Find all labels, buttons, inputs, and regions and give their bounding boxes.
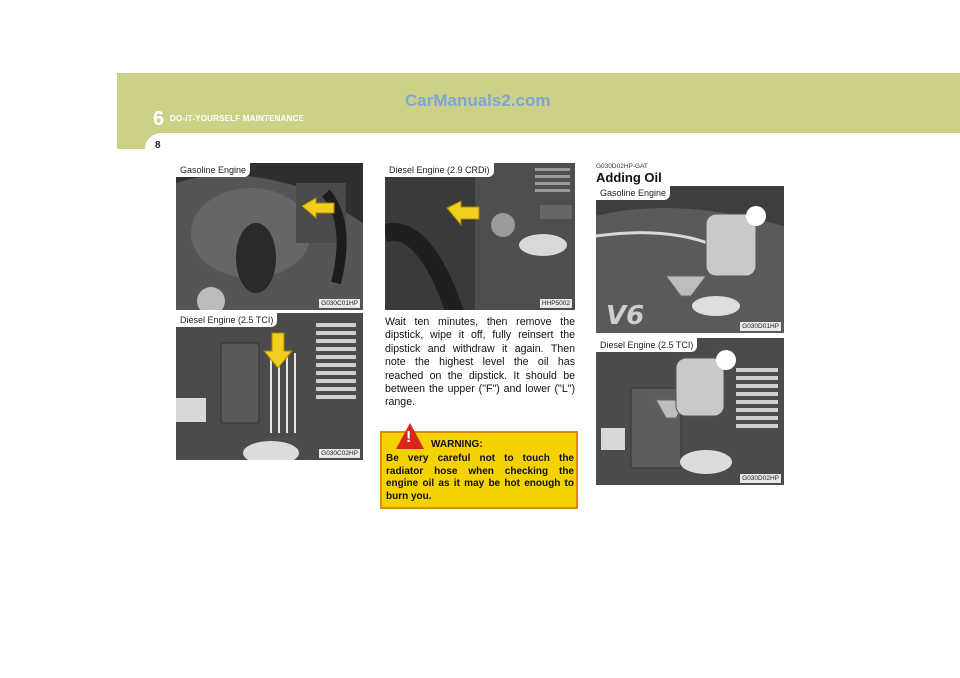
chapter-title: DO-IT-YOURSELF MAINTENANCE xyxy=(170,114,305,123)
dipstick-instructions: Wait ten minutes, then remove the dipstick, wipe it off, fully reinsert the dipstick and withdraw it again. Then note the highest level the oil has reached on the dipstick. It should be between the upper ("F") and lower ("L") range. xyxy=(385,316,575,409)
section-code: G030D02HP-GAT xyxy=(596,163,648,170)
figure-code: G030D02HP xyxy=(742,475,779,482)
warning-box xyxy=(380,431,578,509)
header-curve xyxy=(145,133,960,149)
watermark-link[interactable]: CarManuals2.com xyxy=(405,91,551,110)
engine-illustration xyxy=(596,186,784,333)
figure-code: G030C02HP xyxy=(321,450,358,457)
warning-title: WARNING: xyxy=(431,439,483,450)
engine-illustration xyxy=(176,313,363,460)
figure-label: Gasoline Engine xyxy=(176,163,250,177)
figure-label: Diesel Engine (2.5 TCI) xyxy=(596,338,697,352)
warning-text: Be very careful not to touch the radiator hose when checking the engine oil as it may be hot enough to burn you. xyxy=(386,453,574,502)
figure-code: G030D01HP xyxy=(742,323,779,330)
exclamation-icon: ! xyxy=(406,429,412,446)
photo-diesel-29-check xyxy=(385,163,575,310)
photo-diesel-25-check xyxy=(176,313,363,460)
figure-code: G030C01HP xyxy=(321,300,358,307)
engine-illustration xyxy=(596,338,784,485)
photo-gasoline-add-oil xyxy=(596,186,784,333)
chapter-number: 6 xyxy=(153,108,165,130)
photo-gasoline-engine-check xyxy=(176,163,363,310)
photo-diesel-25-add-oil xyxy=(596,338,784,485)
section-title: Adding Oil xyxy=(596,170,662,185)
page-number: 8 xyxy=(155,140,161,151)
svg-text:V6: V6 xyxy=(606,301,645,331)
engine-illustration xyxy=(176,163,363,310)
figure-label: Diesel Engine (2.9 CRDi) xyxy=(385,163,494,177)
figure-label: Diesel Engine (2.5 TCI) xyxy=(176,313,277,327)
figure-code: HHP5002 xyxy=(541,300,570,307)
figure-label: Gasoline Engine xyxy=(596,186,670,200)
engine-illustration xyxy=(385,163,575,310)
